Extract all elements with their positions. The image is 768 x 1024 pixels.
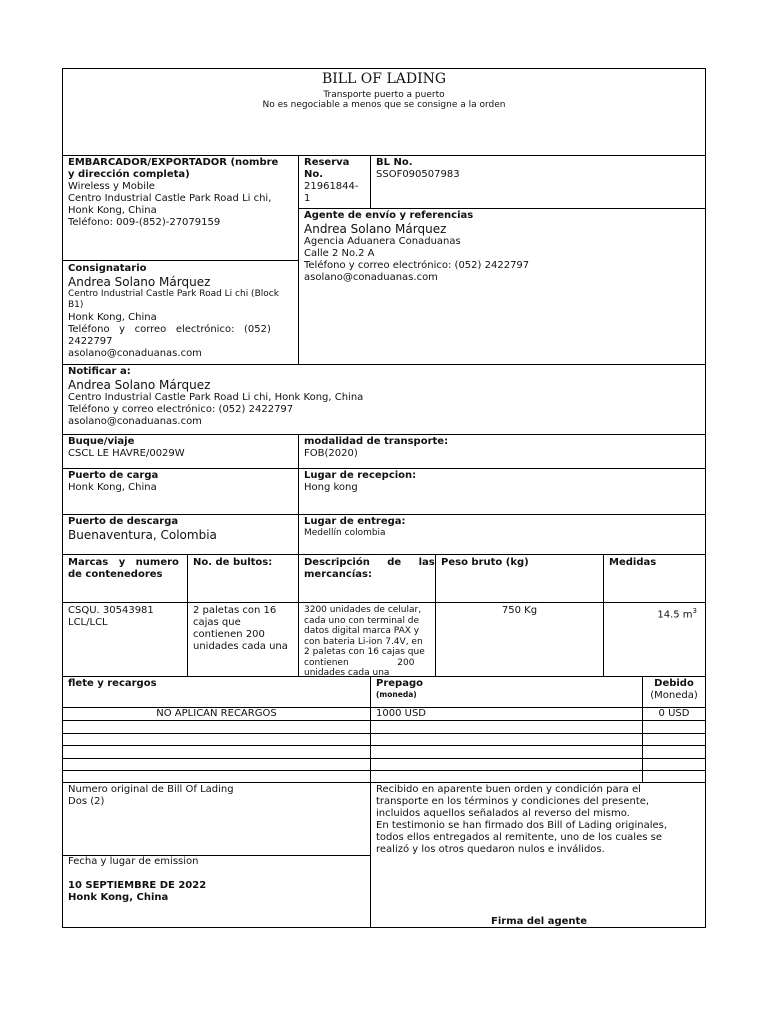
port-discharge-section [68, 516, 296, 542]
rule [63, 758, 705, 759]
agent-company: Agencia Aduanera Conaduanas [304, 236, 461, 247]
shipper-name: Wireless y Mobile [68, 181, 155, 192]
packages-line: cajas que [193, 617, 241, 628]
consignee-phone: Teléfono y correo electrónico: (052) [68, 324, 271, 335]
marks-header-line1: Marcas y numero [68, 557, 179, 568]
consignee-email: asolano@conaduanas.com [68, 348, 202, 359]
subtitle-negotiable: No es negociable a menos que se consigne a la orden [262, 100, 506, 110]
consignee-name: Andrea Solano Márquez [68, 275, 211, 289]
weight-header: Peso bruto (kg) [441, 557, 529, 568]
notify-email: asolano@conaduanas.com [68, 416, 202, 427]
description-line: 2 paletas con 16 cajas que [304, 647, 425, 657]
port-loading-section [68, 470, 296, 494]
prepaid-currency: (moneda) [376, 690, 417, 699]
vessel-value: CSCL LE HAVRE/0029W [68, 448, 185, 459]
original-value: Dos (2) [68, 796, 105, 807]
port-loading-value: Honk Kong, China [68, 482, 157, 493]
issue-label: Fecha y lugar de emission [68, 856, 199, 867]
delivery-section [304, 516, 699, 539]
consignee-section [68, 263, 295, 360]
statement-line: todos ellos entregados al remitente, uno de los cuales se [376, 832, 662, 843]
rule [63, 155, 705, 156]
original-section [68, 784, 368, 808]
bl-number-value: SSOF090507983 [376, 169, 460, 180]
delivery-value: Medellín colombia [304, 528, 386, 538]
statement-line: realizó y los otros quedaron nulos e inválidos. [376, 844, 605, 855]
bl-number-section [376, 157, 696, 181]
shipper-phone: Teléfono: 009-(852)-27079159 [68, 217, 221, 228]
consignee-city: Honk Kong, China [68, 312, 157, 323]
rule [370, 155, 371, 208]
rule [63, 514, 705, 515]
original-label: Numero original de Bill Of Lading [68, 784, 234, 795]
statement-line: En testimonio se han firmado dos Bill of Lading originales, [376, 820, 668, 831]
issue-section [68, 856, 368, 904]
description-header-line1: Descripción de las [304, 557, 435, 568]
transport-mode-value: FOB(2020) [304, 448, 358, 459]
rule [63, 602, 705, 603]
weight-value: 750 Kg [501, 605, 538, 616]
description-header-line2: mercancías: [304, 569, 372, 580]
rule [63, 770, 705, 771]
consignee-address-cont: B1) [68, 299, 84, 310]
notify-name: Andrea Solano Márquez [68, 378, 211, 392]
port-loading-label: Puerto de carga [68, 470, 159, 481]
statement-line: incluidos aquellos señalados al reverso del mismo. [376, 808, 630, 819]
description-line: unidades cada una [304, 668, 390, 678]
rule [298, 155, 299, 364]
issue-date: 10 SEPTIEMBRE DE 2022 [68, 880, 207, 891]
rule [63, 260, 298, 261]
rule [63, 468, 705, 469]
page-title: BILL OF LADING [321, 71, 447, 87]
measures-header: Medidas [609, 557, 657, 568]
rule [370, 676, 371, 928]
rule [63, 745, 705, 746]
rule [63, 782, 705, 783]
container-number: CSQU. 30543981 [68, 605, 154, 616]
statement-line: Recibido en aparente buen orden y condición para el [376, 784, 641, 795]
reception-label: Lugar de recepcion: [304, 470, 417, 481]
transport-mode-section [304, 436, 699, 460]
received-statement [376, 784, 701, 856]
description-header [304, 557, 435, 581]
transport-mode-label: modalidad de transporte: [304, 436, 449, 447]
consignee-address: Centro Industrial Castle Park Road Li chi (Block [68, 289, 279, 299]
notify-address: Centro Industrial Castle Park Road Li chi, Honk Kong, China [68, 392, 364, 403]
packages-line: 2 paletas con 16 [193, 605, 277, 616]
reception-section [304, 470, 699, 494]
measure-unit-exponent: 3 [692, 607, 697, 615]
notify-phone: Teléfono y correo electrónico: (052) 2422797 [68, 404, 294, 415]
packages-line: unidades cada una [193, 641, 288, 652]
bill-of-lading-form [62, 68, 706, 928]
marks-header [68, 557, 184, 581]
subtitle-transport: Transporte puerto a puerto [323, 90, 445, 100]
measure-value [604, 605, 705, 621]
packages-value [193, 605, 297, 653]
agent-section [304, 210, 699, 284]
container-type: LCL/LCL [68, 617, 108, 628]
due-currency: (Moneda) [650, 690, 698, 701]
consignee-label: Consignatario [68, 263, 147, 274]
delivery-label: Lugar de entrega: [304, 516, 406, 527]
description-value [304, 605, 432, 679]
shipper-city: Honk Kong, China [68, 205, 157, 216]
bl-number-label: BL No. [376, 157, 413, 168]
notify-section [68, 366, 698, 428]
marks-value [68, 605, 184, 629]
agent-address: Calle 2 No.2 A [304, 248, 375, 259]
issue-place: Honk Kong, China [68, 892, 169, 903]
reservation-section [304, 157, 368, 205]
prepaid-header [376, 678, 636, 699]
vessel-section [68, 436, 296, 460]
vessel-label: Buque/viaje [68, 436, 135, 447]
statement-line: transporte en los términos y condiciones del presente, [376, 796, 650, 807]
notify-label: Notificar a: [68, 366, 131, 377]
consignee-phone-number: 2422797 [68, 336, 113, 347]
agent-email: asolano@conaduanas.com [304, 272, 438, 283]
freight-row-due: 0 USD [658, 708, 690, 719]
freight-row-description: NO APLICAN RECARGOS [156, 708, 277, 719]
shipper-address: Centro Industrial Castle Park Road Li chi, [68, 193, 272, 204]
packages-header: No. de bultos: [193, 557, 273, 568]
description-line: con bateria Li-ion 7.4V, en [304, 636, 423, 647]
shipper-section [68, 157, 296, 229]
rule [63, 434, 705, 435]
rule [63, 733, 705, 734]
due-header [643, 678, 705, 702]
rule [298, 434, 299, 676]
agent-name: Andrea Solano Márquez [304, 222, 447, 236]
shipper-label: EMBARCADOR/EXPORTADOR (nombre [68, 157, 279, 168]
description-line: contienen 200 [304, 657, 415, 668]
shipper-label-cont: y dirección completa) [68, 169, 190, 180]
port-discharge-label: Puerto de descarga [68, 516, 179, 527]
rule [63, 720, 705, 721]
freight-label: flete y recargos [68, 678, 157, 689]
due-label: Debido [654, 678, 694, 689]
reception-value: Hong kong [304, 482, 358, 493]
packages-line: contienen 200 [193, 629, 265, 640]
rule [298, 208, 705, 209]
rule [187, 554, 188, 676]
agent-phone: Teléfono y correo electrónico: (052) 2422797 [304, 260, 530, 271]
measure-number: 14.5 m [657, 609, 693, 621]
description-line: datos digital marca PAX y [304, 626, 420, 636]
description-line: cada uno con terminal de [304, 615, 420, 626]
port-discharge-value: Buenaventura, Colombia [68, 528, 217, 542]
marks-header-line2: de contenedores [68, 569, 163, 580]
rule [63, 554, 705, 555]
reservation-label: Reserva [304, 157, 350, 168]
agent-signature-label: Firma del agente [491, 916, 588, 927]
prepaid-label: Prepago [376, 678, 423, 689]
agent-label: Agente de envío y referencias [304, 210, 474, 221]
rule [63, 364, 705, 365]
reservation-number: 21961844- [304, 181, 359, 192]
freight-row-prepaid: 1000 USD [376, 708, 426, 719]
description-line: 3200 unidades de celular, [304, 605, 422, 615]
reservation-label-cont: No. [304, 169, 324, 180]
reservation-number-cont: 1 [304, 193, 311, 204]
